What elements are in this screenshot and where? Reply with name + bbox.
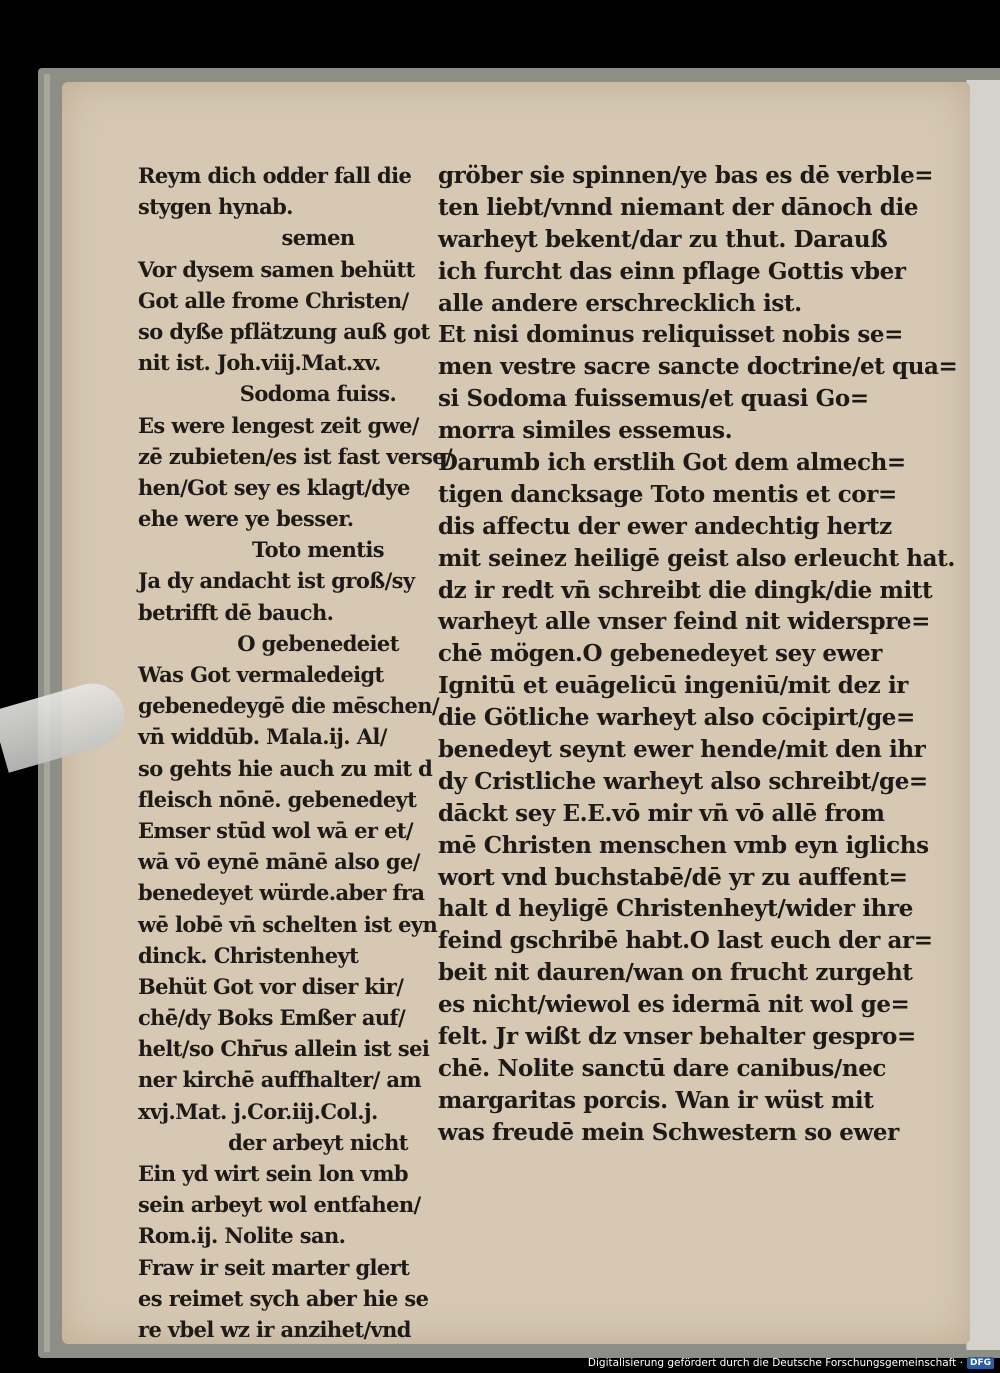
left-column-line: ner kirchē auffhalter/ am: [138, 1067, 422, 1093]
right-column-line: felt. Jr wißt dz vnser behalter gespro=: [438, 1023, 916, 1051]
credit-text: Digitalisierung gefördert durch die Deutsche Forschungsgemeinschaft ·: [587, 1357, 963, 1369]
left-column-line: Toto mentis: [252, 537, 384, 563]
left-column-line: chē/dy Boks Emßer auf/: [138, 1005, 406, 1031]
left-column-line: re vbel wz ir anzihet/vnd: [138, 1316, 411, 1342]
left-column-line: Fraw ir seit marter glert: [138, 1254, 410, 1280]
right-column-line: dis affectu der ewer andechtig hertz: [438, 512, 892, 540]
left-column-line: nit ist. Joh.viij.Mat.xv.: [138, 350, 381, 376]
left-column-line: Vor dysem samen behütt: [138, 256, 415, 282]
left-column-line: gebenedeygē die mēschen/: [138, 693, 440, 719]
right-column-line: Et nisi dominus reliquisset nobis se=: [438, 321, 904, 349]
left-column-line: Emser stūd wol wā er et/: [138, 817, 414, 843]
right-column-line: mit seinez heiligē geist also erleucht hat.: [438, 544, 955, 572]
left-column-line: O gebenedeiet: [237, 630, 399, 656]
right-column-line: halt d heyligē Christenheyt/wider ihre: [438, 895, 913, 923]
left-column-line: zē zubieten/es ist fast verse/: [138, 443, 453, 469]
left-column-line: sein arbeyt wol entfahen/: [138, 1192, 421, 1218]
left-column-line: so dyße pflätzung auß got: [138, 318, 430, 344]
right-column-line: margaritas porcis. Wan ir wüst mit: [438, 1086, 874, 1114]
right-column-line: Ignitū et euāgelicū ingeniū/mit dez ir: [438, 672, 909, 700]
left-column-line: ehe were ye besser.: [138, 506, 354, 532]
left-column-line: der arbeyt nicht: [228, 1129, 408, 1155]
right-column-line: ten liebt/vnnd niemant der dānoch die: [438, 193, 919, 221]
right-column-line: tigen dancksage Toto mentis et cor=: [438, 480, 897, 508]
left-column-line: es reimet sych aber hie se: [138, 1285, 429, 1311]
right-column-line: si Sodoma fuissemus/et quasi Go=: [438, 385, 869, 413]
left-column-line: Rom.ij. Nolite san.: [138, 1223, 346, 1249]
left-column-line: Sodoma fuiss.: [239, 381, 397, 407]
right-column-line: beit nit dauren/wan on frucht zurgeht: [438, 959, 913, 987]
right-column-line: morra similes essemus.: [438, 417, 733, 445]
left-column-line: dinck. Christenheyt: [138, 942, 359, 968]
right-column-line: dāckt sey E.E.vō mir vn̄ vō allē from: [438, 799, 885, 827]
protective-sleeve: [966, 80, 1000, 1350]
right-column-line: chē. Nolite sanctū dare canibus/nec: [438, 1054, 887, 1082]
right-column-line: gröber sie spinnen/ye bas es dē verble=: [438, 162, 934, 189]
right-column-line: dy Cristliche warheyt also schreibt/ge=: [438, 767, 928, 795]
left-column-line: helt/so Chr̄us allein ist sei: [138, 1036, 430, 1062]
left-column-line: hen/Got sey es klagt/dye: [138, 474, 410, 500]
right-column-line: was freudē mein Schwestern so ewer: [438, 1118, 899, 1146]
left-column-line: semen: [281, 225, 355, 251]
right-column-line: ich furcht das einn pflage Gottis vber: [438, 257, 906, 285]
left-column-line: Reym dich odder fall die: [138, 163, 412, 188]
left-column-line: fleisch nōnē. gebenedeyt: [138, 786, 417, 812]
right-column-line: warheyt bekent/dar zu thut. Darauß: [438, 225, 888, 253]
left-column-line: xvj.Mat. j.Cor.iij.Col.j.: [138, 1098, 378, 1124]
left-column-line: Behüt Got vor diser kir/: [138, 973, 404, 999]
right-column-line: die Götliche warheyt also cōcipirt/ge=: [438, 704, 915, 732]
document-page: [62, 82, 970, 1344]
right-column-line: Darumb ich erstlih Got dem almech=: [438, 449, 906, 477]
left-column-line: benedeyet würde.aber fra: [138, 880, 425, 906]
left-column-line: vn̄ widdūb. Mala.ij. Al/: [138, 724, 387, 750]
right-column-line: benedeyt seynt ewer hende/mit den ihr: [438, 736, 926, 764]
right-column-line: chē mögen.O gebenedeyet sey ewer: [438, 640, 882, 668]
left-column-line: wē lobē vn̄ schelten ist eyn: [138, 911, 438, 937]
left-column-line: betrifft dē bauch.: [138, 599, 334, 625]
right-column-line: dz ir redt vn̄ schreibt die dingk/die mitt: [438, 576, 933, 604]
right-column-text: [438, 160, 958, 1149]
dfg-logo: DFG: [967, 1357, 994, 1369]
left-column-line: Es were lengest zeit gwe/: [138, 412, 419, 438]
right-column-line: mē Christen menschen vmb eyn iglichs: [438, 831, 929, 859]
left-column-line: so gehts hie auch zu mit d: [138, 755, 433, 781]
left-column-line: stygen hynab.: [138, 194, 293, 220]
right-column-line: warheyt alle vnser feind nit widerspre=: [438, 608, 930, 636]
left-column-line: Ja dy andacht ist groß/sy: [138, 568, 415, 594]
left-column-line: Ein yd wirt sein lon vmb: [138, 1161, 408, 1186]
right-column-line: feind gschribē habt.O last euch der ar=: [438, 927, 933, 955]
digitization-credit: [588, 1357, 994, 1369]
left-column-line: wā vō eynē mānē also ge/: [138, 849, 420, 875]
left-column-line: Was Got vermaledeigt: [138, 662, 384, 687]
right-column-line: alle andere erschrecklich ist.: [438, 289, 802, 317]
right-column-line: es nicht/wiewol es idermā nit wol ge=: [438, 991, 910, 1019]
right-column-line: wort vnd buchstabē/dē yr zu auffent=: [438, 863, 908, 891]
left-column-line: Got alle frome Christen/: [138, 287, 409, 313]
right-column-line: men vestre sacre sancte doctrine/et qua=: [438, 353, 958, 381]
